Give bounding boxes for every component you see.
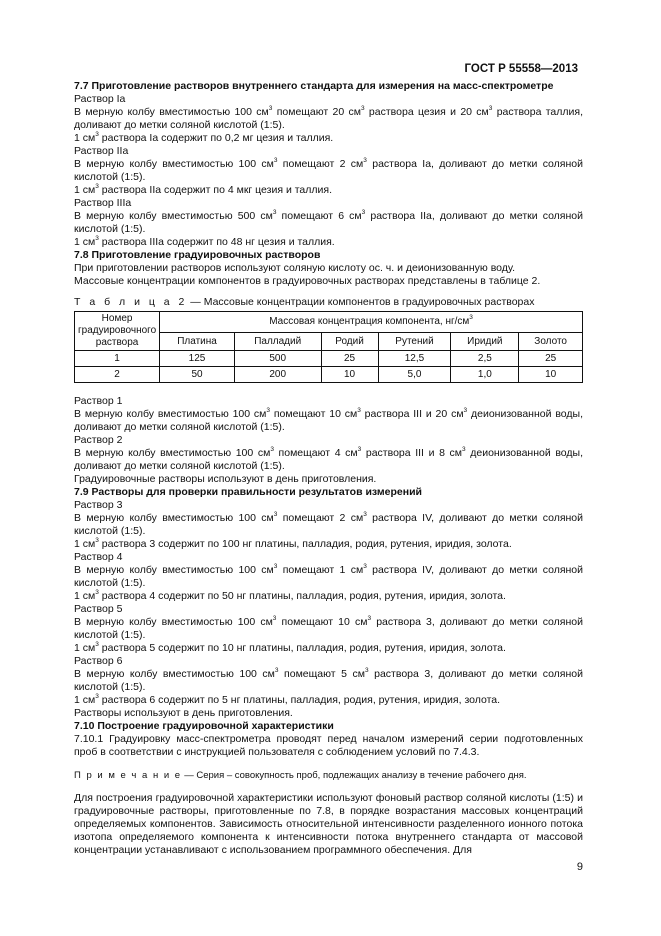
solution-iia-content: 1 $см^3$ раствора IIa содержит по 4 мкг цезия и таллия. — [74, 183, 332, 196]
section-7-7-title: 7.7 Приготовление растворов внутреннего стандарта для измерения на масс-спектрометре — [74, 80, 554, 92]
solution-6-label: Раствор 6 — [74, 655, 123, 667]
solution-6-content: 1 $см^3$ раствора 6 содержит по 5 нг платины, палладия, родия, рутения, иридия, золота. — [74, 693, 501, 706]
solution-2-text: В мерную колбу вместимостью 100 $см^3$ помещают 4 $см^3$ раствора III и 8 $см^3$ деионизованной воды, доливают до метки соляной кислотой (1:5). — [74, 446, 583, 472]
verification-note: Растворы используют в день приготовления. — [74, 707, 293, 719]
table-row — [75, 351, 583, 367]
table-cell: 10 — [321, 367, 378, 383]
table-cell: 5,0 — [378, 367, 451, 383]
section-7-8-title: 7.8 Приготовление градуировочных растворов — [74, 249, 321, 261]
header-rhodium: Родий — [321, 333, 378, 351]
header-gold: Золото — [519, 333, 583, 351]
header-ruthenium: Рутений — [378, 333, 451, 351]
table-cell: 25 — [321, 351, 378, 367]
solution-5-text: В мерную колбу вместимостью 100 $см^3$ помещают 10 $см^3$ раствора 3, доливают до метки соляной кислотой (1:5). — [74, 615, 583, 641]
table-cell: 25 — [519, 351, 583, 367]
solution-4-text: В мерную колбу вместимостью 100 $см^3$ помещают 1 $см^3$ раствора IV, доливают до метки соляной кислотой (1:5). — [74, 563, 584, 589]
solution-6-text: В мерную колбу вместимостью 100 $см^3$ помещают 5 $см^3$ раствора 3, доливают до метки соляной кислотой (1:5). — [74, 667, 583, 693]
table-cell: 10 — [519, 367, 583, 383]
solution-1-label: Раствор 1 — [74, 395, 123, 407]
page-body — [74, 80, 583, 857]
solution-3-content: 1 $см^3$ раствора 3 содержит по 100 нг платины, палладия, родия, рутения, иридия, золота. — [74, 537, 512, 550]
table-cell: 1,0 — [451, 367, 519, 383]
section-7-8-p2: Массовые концентрации компонентов в градуировочных растворах представлены в таблице 2. — [74, 275, 541, 287]
table-cell: 125 — [160, 351, 235, 367]
note: П р и м е ч а н и е — Серия – совокупность проб, подлежащих анализу в течение рабочего дня. — [74, 770, 527, 781]
page-number: 9 — [576, 861, 583, 873]
solution-ia-text: В мерную колбу вместимостью 100 $см^3$ помещают 20 $см^3$ раствора цезия и 20 $см^3$ раствора таллия, доливают до метки соляной кислотой (1:5). — [74, 105, 583, 131]
solution-iia-label: Раствор IIa — [74, 145, 129, 157]
solution-1-text: В мерную колбу вместимостью 100 $см^3$ помещают 10 $см^3$ раствора III и 20 $см^3$ деионизованной воды, доливают до метки соляной кислотой (1:5). — [74, 407, 583, 433]
solution-iiia-content: 1 $см^3$ раствора IIIa содержит по 48 нг цезия и таллия. — [74, 235, 335, 248]
solution-5-label: Раствор 5 — [74, 603, 123, 615]
table-cell: 2 — [75, 367, 160, 383]
solution-iiia-text: В мерную колбу вместимостью 500 $см^3$ помещают 6 $см^3$ раствора IIa, доливают до метки соляной кислотой (1:5). — [74, 209, 583, 235]
table-cell: 2,5 — [451, 351, 519, 367]
solution-5-content: 1 $см^3$ раствора 5 содержит по 10 нг платины, палладия, родия, рутения, иридия, золота. — [74, 641, 506, 654]
solution-3-text: В мерную колбу вместимостью 100 $см^3$ помещают 2 $см^3$ раствора IV, доливают до метки соляной кислотой (1:5). — [74, 511, 584, 537]
solution-ia-label: Раствор Ia — [74, 93, 126, 105]
header-iridium: Иридий — [451, 333, 519, 351]
section-7-8-p1: При приготовлении растворов используют соляную кислоту ос. ч. и деионизованную воду. — [74, 262, 516, 274]
solution-iia-text: В мерную колбу вместимостью 100 $см^3$ помещают 2 $см^3$ раствора Ia, доливают до метки соляной кислотой (1:5). — [74, 157, 583, 183]
section-7-10-1: 7.10.1 Градуировку масс-спектрометра проводят перед началом измерений серии подготовленных проб в соответствии с инструкцией пользователя с соблюдением условий по 7.4.3. — [74, 733, 583, 758]
section-7-9-title: 7.9 Растворы для проверки правильности результатов измерений — [74, 486, 422, 498]
table-cell: 500 — [234, 351, 321, 367]
table-cell: 200 — [234, 367, 321, 383]
document-code: ГОСТ Р 55558—2013 — [464, 63, 578, 75]
header-mass-concentration: Массовая концентрация компонента, $нг/см^3$ — [160, 312, 583, 333]
concentration-table — [74, 311, 583, 383]
section-7-10-title: 7.10 Построение градуировочной характеристики — [74, 720, 334, 732]
solution-iiia-label: Раствор IIIa — [74, 197, 132, 209]
header-solution-number: Номер градуировочного раствора — [75, 312, 160, 351]
solution-2-label: Раствор 2 — [74, 434, 123, 446]
solution-4-label: Раствор 4 — [74, 551, 123, 563]
table-row — [75, 367, 583, 383]
table-cell: 50 — [160, 367, 235, 383]
table-cell: 1 — [75, 351, 160, 367]
solution-3-label: Раствор 3 — [74, 499, 123, 511]
table-caption: Т а б л и ц а 2 — Массовые концентрации компонентов в градуировочных растворах — [74, 296, 535, 308]
section-7-10-p2: Для построения градуировочной характеристики используют фоновый раствор соляной кислоты (1:5) и градуировочные растворы, приготовленные по 7.8, в порядке возрастания массовых концентраций определяемых компонентов. Зависимость относительной интенсивности разделенного ионного потока изотопа определяемого компонента к интенсивности потока внутреннего стандарта от массовой концентрации устанавливают с использованием программного обеспечения. Для — [74, 792, 583, 856]
header-palladium: Палладий — [234, 333, 321, 351]
header-platinum: Платина — [160, 333, 235, 351]
table-cell: 12,5 — [378, 351, 451, 367]
solution-ia-content: 1 $см^3$ раствора Ia содержит по 0,2 мг цезия и таллия. — [74, 131, 334, 144]
solution-4-content: 1 $см^3$ раствора 4 содержит по 50 нг платины, палладия, родия, рутения, иридия, золота. — [74, 589, 506, 602]
calibration-note: Градуировочные растворы используют в день приготовления. — [74, 473, 377, 485]
